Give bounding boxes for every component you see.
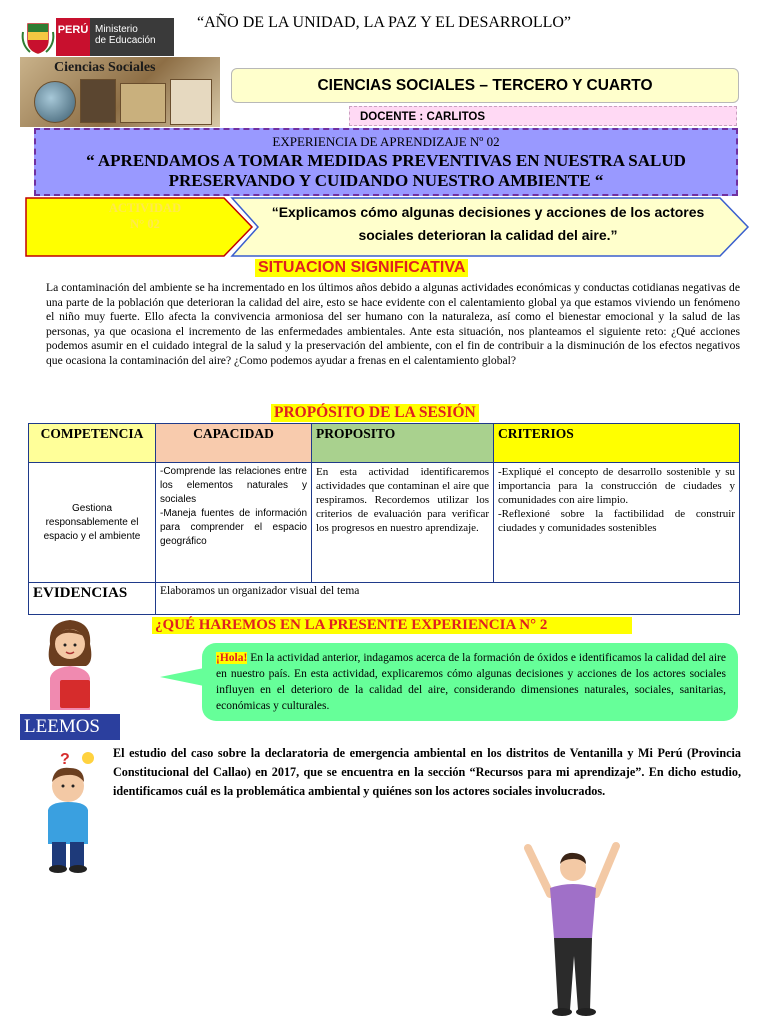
reading-label: LEEMOS — [20, 714, 120, 740]
table-header-row — [29, 424, 740, 463]
evidence-label: EVIDENCIAS — [29, 583, 156, 615]
banner-label: Ciencias Sociales — [54, 60, 156, 75]
experience-box — [34, 128, 738, 196]
speech-bubble — [202, 643, 738, 721]
header-capacidad: CAPACIDAD — [156, 424, 312, 463]
header-proposito: PROPOSITO — [312, 424, 494, 463]
year-motto: “AÑO DE LA UNIDAD, LA PAZ Y EL DESARROLLO” — [196, 14, 572, 31]
header-criterios: CRITERIOS — [494, 424, 740, 463]
situation-title: SITUACION SIGNIFICATIVA — [255, 259, 468, 277]
cheering-person-illustration — [498, 838, 648, 1018]
table-row — [29, 463, 740, 583]
purpose-title: PROPÓSITO DE LA SESIÓN — [271, 404, 479, 422]
criterios-cell: -Expliqué el concepto de desarrollo sostenible y su importancia para la construcción de ciudades y comunidades con aire limpio. -Reflexioné sobre la factibilidad de construir ciudades y comunidades sostenibles — [494, 463, 740, 583]
purpose-table — [28, 423, 740, 615]
ministry-logo — [20, 18, 174, 56]
portrait-image — [170, 79, 212, 125]
experience-title: “ APRENDAMOS A TOMAR MEDIDAS PREVENTIVAS EN NUESTRA SALUD PRESERVANDO Y CUIDANDO NUESTRO AMBIENTE “ — [86, 151, 686, 190]
photo-image — [80, 79, 116, 123]
competencia-cell: Gestiona responsablemente el espacio y el ambiente — [29, 463, 156, 583]
proposito-cell: En esta actividad identificaremos actividades que contaminan el aire que respiramos. Recordemos utilizar los criterios de evaluación para verificar los progresos en nuestro aprendizaje. — [312, 463, 494, 583]
teacher-label: DOCENTE : CARLITOS — [349, 106, 737, 126]
country-label: PERÚ — [56, 18, 90, 56]
reading-text: El estudio del caso sobre la declaratoria de emergencia ambiental en los distritos de Ventanilla y Mi Perú (Provincia Constitucional del Callao) en 2017, que se encuentra en la sección “Recursos para mi aprendizaje”. En dicho estudio, identificamos cuál es la problemática ambiental y quiénes son los actores sociales involucrados. — [113, 746, 741, 798]
speech-bubble-tail — [160, 668, 204, 686]
ministry-label: Ministerio de Educación — [90, 18, 174, 56]
map-image — [120, 83, 166, 123]
greeting: ¡Hola! — [216, 652, 248, 664]
activity-description: “Explicamos cómo algunas decisiones y acciones de los actores sociales deterioran la calidad del aire.” — [271, 204, 705, 243]
social-sciences-banner — [20, 57, 220, 127]
teacher-illustration — [28, 614, 112, 710]
situation-text: La contaminación del ambiente se ha incrementado en los últimos años debido a algunas actividades económicas y conductas cotidianas negativas de una parte de la población que deterioran la calidad del aire, esto se hace evidente con el calentamiento global ya que estamos viviendo un fenómeno el niño muy fuerte. Ello afecta la convivencia armoniosa del ser humano con la naturaleza, así como el bienestar emocional y la salud de las personas, ya que ocasiona el incremento de las enfermedades ambientales. Ante esta situación, nos planteamos el siguiente reto: ¿Qué acciones podemos asumir en el cuidado integral de la salud y la preservación del ambiente, con el fin de contribuir a la disminución de los efectos negativos que ocasiona la contaminación del aire? ¿Como podemos ayudar a frenas en el calentamiento global? — [46, 281, 740, 367]
activities-title: ¿QUÉ HAREMOS EN LA PRESENTE EXPERIENCIA N° 2 — [152, 617, 632, 634]
globe-image — [34, 81, 76, 123]
header-competencia: COMPETENCIA — [29, 424, 156, 463]
evidence-text: Elaboramos un organizador visual del tema — [156, 583, 740, 615]
experience-number: EXPERIENCIA DE APRENDIZAJE Nº 02 — [272, 134, 500, 149]
svg-text:?: ? — [60, 751, 70, 768]
bubble-text: En la actividad anterior, indagamos acerca de la formación de óxidos e identificamos la calidad del aire en nuestro país. En esta actividad, explicaremos cómo algunas decisiones y acciones de los actores sociales influyen en el deterioro de la calidad del aire, considerando dimensiones naturales, sociales, sanitarias, económicas y culturales. — [216, 652, 726, 712]
thinking-boy-illustration — [30, 748, 110, 874]
coat-of-arms-icon — [20, 18, 56, 56]
course-title: CIENCIAS SOCIALES – TERCERO Y CUARTO — [231, 68, 739, 103]
activity-label: ACTIVIDAD N° 02 — [108, 201, 182, 231]
capacidad-cell: -Comprende las relaciones entre los elementos naturales y sociales -Maneja fuentes de información para comprender el espacio geográfico — [156, 463, 312, 583]
evidence-row — [29, 583, 740, 615]
